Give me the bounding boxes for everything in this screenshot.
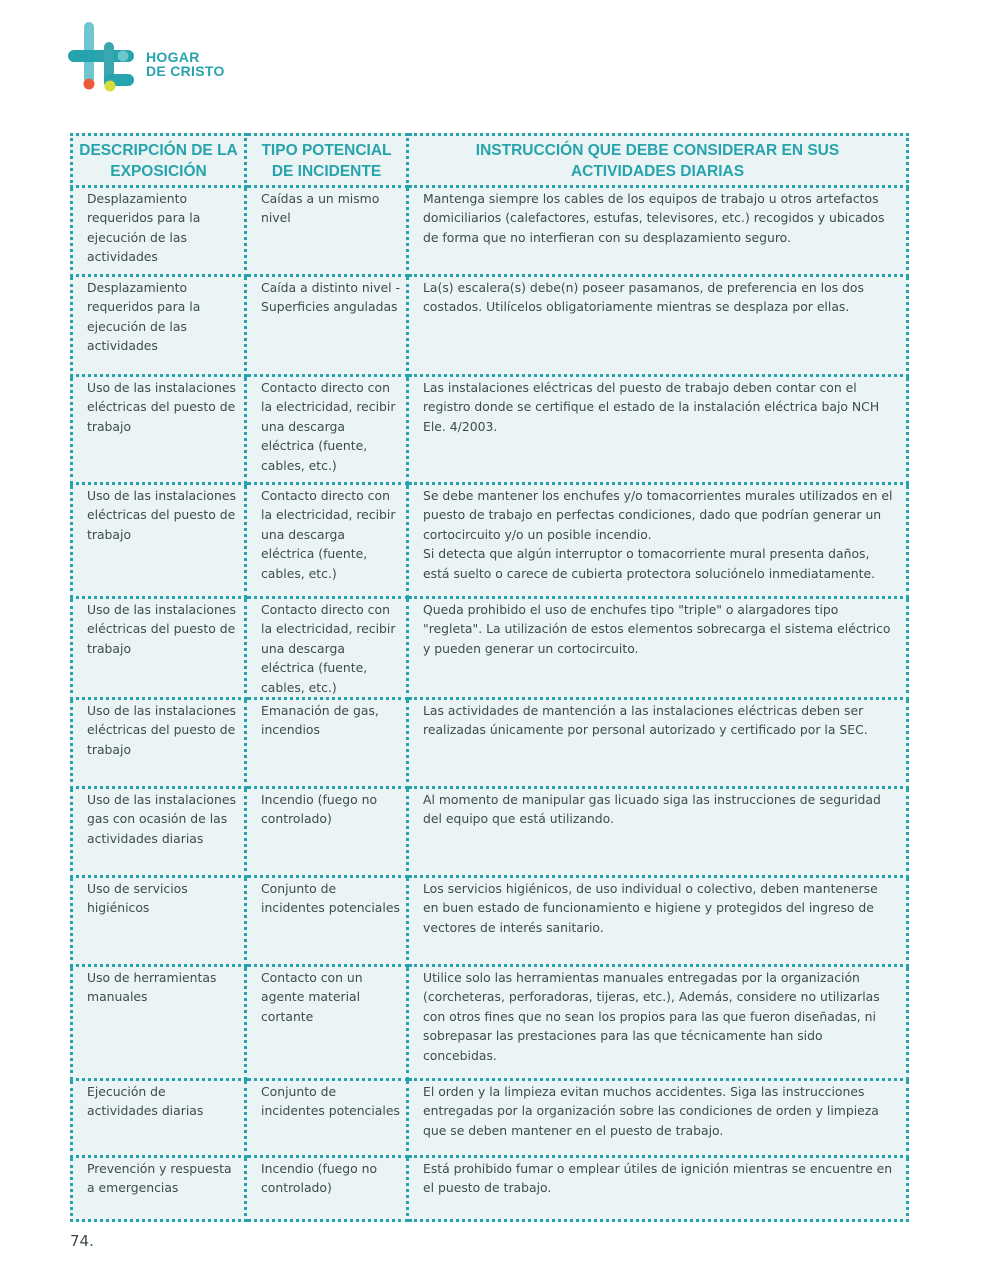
cell-instruction: Utilice solo las herramientas manuales entregadas por la organización (corcheteras, perforadoras, tijeras, etc.), Además, considere no utilizarlas con otros fines que no sean los propios para las que fueron diseñadas, ni sobrepasar las prestaciones para las que técnicamente han sido concebidas.	[408, 966, 908, 1080]
cell-exposure: Prevención y respuesta a emergencias	[72, 1157, 246, 1221]
cell-exposure: Desplazamiento requeridos para la ejecución de las actividades	[72, 276, 246, 376]
cell-exposure: Uso de las instalaciones gas con ocasión de las actividades diarias	[72, 788, 246, 877]
cell-instruction: Está prohibido fumar o emplear útiles de ignición mientras se encuentre en el puesto de trabajo.	[408, 1157, 908, 1221]
cell-exposure: Uso de las instalaciones eléctricas del puesto de trabajo	[72, 376, 246, 484]
header-incident: TIPO POTENCIAL DE INCIDENTE	[246, 135, 408, 187]
page-number: 74.	[70, 1232, 94, 1250]
cell-incident: Contacto directo con la electricidad, recibir una descarga eléctrica (fuente, cables, etc.)	[246, 376, 408, 484]
header-exposure: DESCRIPCIÓN DE LA EXPOSICIÓN	[72, 135, 246, 187]
cell-incident: Caídas a un mismo nivel	[246, 187, 408, 276]
cell-incident: Emanación de gas, incendios	[246, 699, 408, 788]
table-row	[72, 1080, 908, 1157]
table-row	[72, 187, 908, 276]
cell-incident: Incendio (fuego no controlado)	[246, 1157, 408, 1221]
cell-instruction: Se debe mantener los enchufes y/o tomacorrientes murales utilizados en el puesto de trabajo en perfectas condiciones, dado que podrían generar un cortocircuito y/o un posible incendio. Si detecta que algún interruptor o tomacorriente mural presenta daños, está suelto o carece de cubierta protectora soluciónelo inmediatamente.	[408, 484, 908, 598]
table-row	[72, 1157, 908, 1221]
table-row	[72, 966, 908, 1080]
table-row	[72, 276, 908, 376]
cell-instruction: Al momento de manipular gas licuado siga las instrucciones de seguridad del equipo que está utilizando.	[408, 788, 908, 877]
cell-incident: Contacto directo con la electricidad, recibir una descarga eléctrica (fuente, cables, etc.)	[246, 598, 408, 699]
cell-exposure: Desplazamiento requeridos para la ejecución de las actividades	[72, 187, 246, 276]
cell-instruction: El orden y la limpieza evitan muchos accidentes. Siga las instrucciones entregadas por la organización sobre las condiciones de orden y limpieza que se deben mantener en el puesto de trabajo.	[408, 1080, 908, 1157]
cell-incident: Conjunto de incidentes potenciales	[246, 877, 408, 966]
cell-exposure: Uso de herramientas manuales	[72, 966, 246, 1080]
cell-incident: Contacto directo con la electricidad, recibir una descarga eléctrica (fuente, cables, etc.)	[246, 484, 408, 598]
safety-instructions-table	[70, 133, 906, 1222]
cell-exposure: Uso de las instalaciones eléctricas del puesto de trabajo	[72, 484, 246, 598]
cell-exposure: Uso de las instalaciones eléctricas del puesto de trabajo	[72, 699, 246, 788]
table-row	[72, 598, 908, 699]
header-row	[72, 135, 908, 187]
table-row	[72, 877, 908, 966]
header-instruction: INSTRUCCIÓN QUE DEBE CONSIDERAR EN SUS ACTIVIDADES DIARIAS	[408, 135, 908, 187]
table-row	[72, 484, 908, 598]
cell-exposure: Uso de las instalaciones eléctricas del puesto de trabajo	[72, 598, 246, 699]
logo-text	[146, 50, 225, 78]
table-row	[72, 376, 908, 484]
table-row	[72, 788, 908, 877]
cell-incident: Contacto con un agente material cortante	[246, 966, 408, 1080]
logo-line-2: DE CRISTO	[146, 63, 225, 79]
cell-exposure: Uso de servicios higiénicos	[72, 877, 246, 966]
logo-line-1: HOGAR	[146, 49, 200, 65]
instructions-table	[70, 133, 909, 1222]
table-row	[72, 699, 908, 788]
cell-instruction: Los servicios higiénicos, de uso individual o colectivo, deben mantenerse en buen estado de funcionamiento e higiene y protegidos del ingreso de vectores de interés sanitario.	[408, 877, 908, 966]
cell-instruction: Queda prohibido el uso de enchufes tipo "triple" o alargadores tipo "regleta". La utilización de estos elementos sobrecarga el sistema eléctrico y pueden generar un cortocircuito.	[408, 598, 908, 699]
cell-incident: Caída a distinto nivel - Superficies anguladas	[246, 276, 408, 376]
cell-incident: Incendio (fuego no controlado)	[246, 788, 408, 877]
cell-instruction: Las instalaciones eléctricas del puesto de trabajo deben contar con el registro donde se certifique el estado de la instalación eléctrica bajo NCH Ele. 4/2003.	[408, 376, 908, 484]
cell-instruction: La(s) escalera(s) debe(n) poseer pasamanos, de preferencia en los dos costados. Utilícelos obligatoriamente mientras se desplaza por ellas.	[408, 276, 908, 376]
cell-incident: Conjunto de incidentes potenciales	[246, 1080, 408, 1157]
cell-instruction: Las actividades de mantención a las instalaciones eléctricas deben ser realizadas únicamente por personal autorizado y certificado por la SEC.	[408, 699, 908, 788]
cell-exposure: Ejecución de actividades diarias	[72, 1080, 246, 1157]
cell-instruction: Mantenga siempre los cables de los equipos de trabajo u otros artefactos domiciliarios (calefactores, estufas, televisores, etc.) recogidos y ubicados de forma que no interfieran con su desplazamiento seguro.	[408, 187, 908, 276]
